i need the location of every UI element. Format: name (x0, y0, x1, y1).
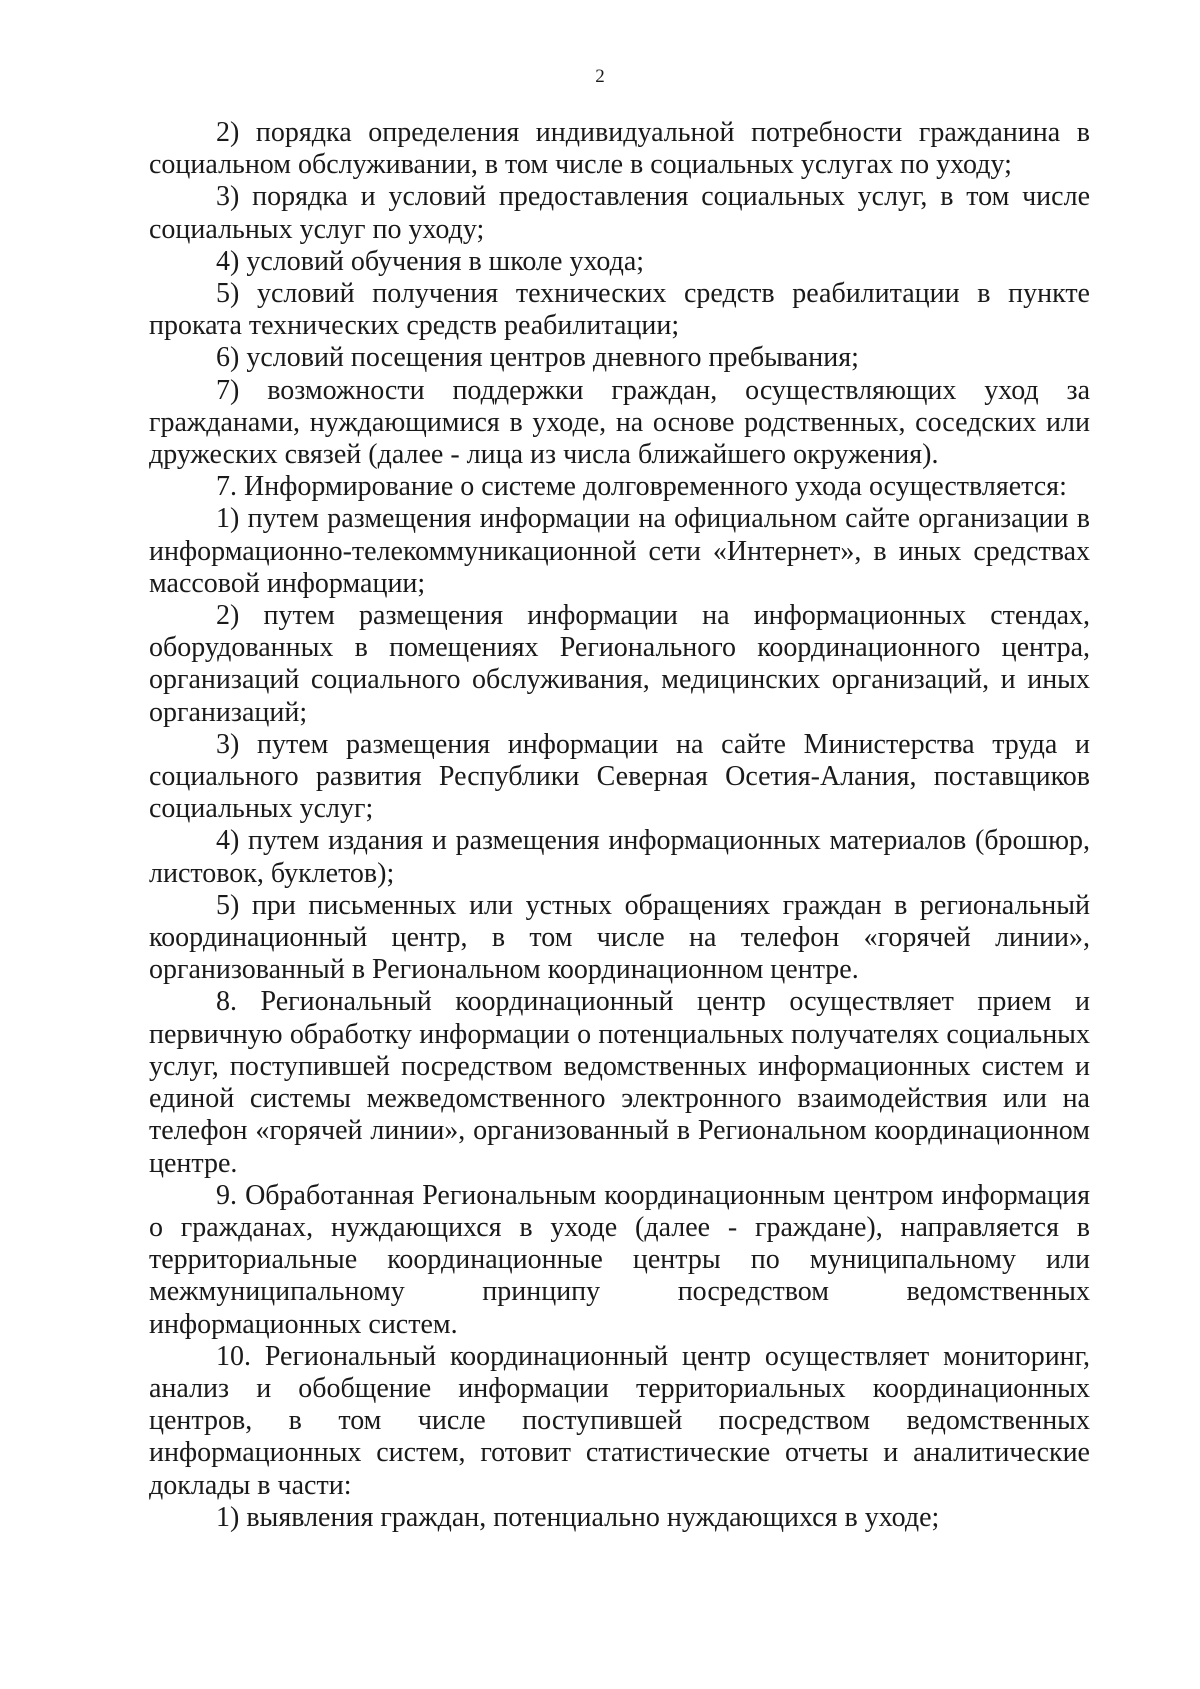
paragraph-7-item-4: 4) путем издания и размещения информационных материалов (брошюр, листовок, буклетов); (149, 825, 1090, 889)
paragraph-item-2: 2) порядка определения индивидуальной потребности гражданина в социальном обслуживании, в том числе в социальных услугах по уходу; (149, 117, 1090, 181)
paragraph-item-4: 4) условий обучения в школе ухода; (216, 245, 645, 277)
page-number: 2 (595, 66, 605, 87)
paragraph-10-item-1: 1) выявления граждан, потенциально нуждающихся в уходе; (216, 1501, 940, 1533)
clause-9: 9. Обработанная Региональным координационным центром информация о гражданах, нуждающихся в уходе (далее - граждане), направляется в территориальные координационные центры по муниципальному или межмуниципальному принципу посредством ведомственных информационных систем. (149, 1179, 1090, 1340)
clause-8: 8. Региональный координационный центр осуществляет прием и первичную обработку информации о потенциальных получателях социальных услуг, поступившей посредством ведомственных информационных систем и единой системы межведомственного электронного взаимодействия или на телефон «горячей линии», организованный в Региональном координационном центре. (149, 986, 1090, 1179)
paragraph-item-6: 6) условий посещения центров дневного пребывания; (216, 342, 859, 374)
clause-10: 10. Региональный координационный центр осуществляет мониторинг, анализ и обобщение информации территориальных координационных центров, в том числе поступившей посредством ведомственных информационных систем, готовит статистические отчеты и аналитические доклады в части: (149, 1340, 1090, 1501)
paragraph-item-7: 7) возможности поддержки граждан, осуществляющих уход за гражданами, нуждающимися в уходе, на основе родственных, соседских или дружеских связей (далее - лица из числа ближайшего окружения). (149, 374, 1090, 471)
paragraph-7-item-5: 5) при письменных или устных обращениях граждан в региональный координационный центр, в том числе на телефон «горячей линии», организованный в Региональном координационном центре. (149, 889, 1090, 986)
paragraph-item-3: 3) порядка и условий предоставления социальных услуг, в том числе социальных услуг по уходу; (149, 181, 1090, 245)
paragraph-7-item-3: 3) путем размещения информации на сайте Министерства труда и социального развития Республики Северная Осетия-Алания, поставщиков социальных услуг; (149, 728, 1090, 825)
paragraph-7-item-2: 2) путем размещения информации на информационных стендах, оборудованных в помещениях Регионального координационного центра, организаций социального обслуживания, медицинских организаций, и иных организаций; (149, 600, 1090, 728)
paragraph-7-item-1: 1) путем размещения информации на официальном сайте организации в информационно-телекоммуникационной сети «Интернет», в иных средствах массовой информации; (149, 503, 1090, 599)
clause-7-heading: 7. Информирование о системе долговременного ухода осуществляется: (216, 471, 1067, 503)
document-body (149, 117, 1090, 1534)
paragraph-item-5: 5) условий получения технических средств реабилитации в пункте проката технических средств реабилитации; (149, 278, 1090, 342)
